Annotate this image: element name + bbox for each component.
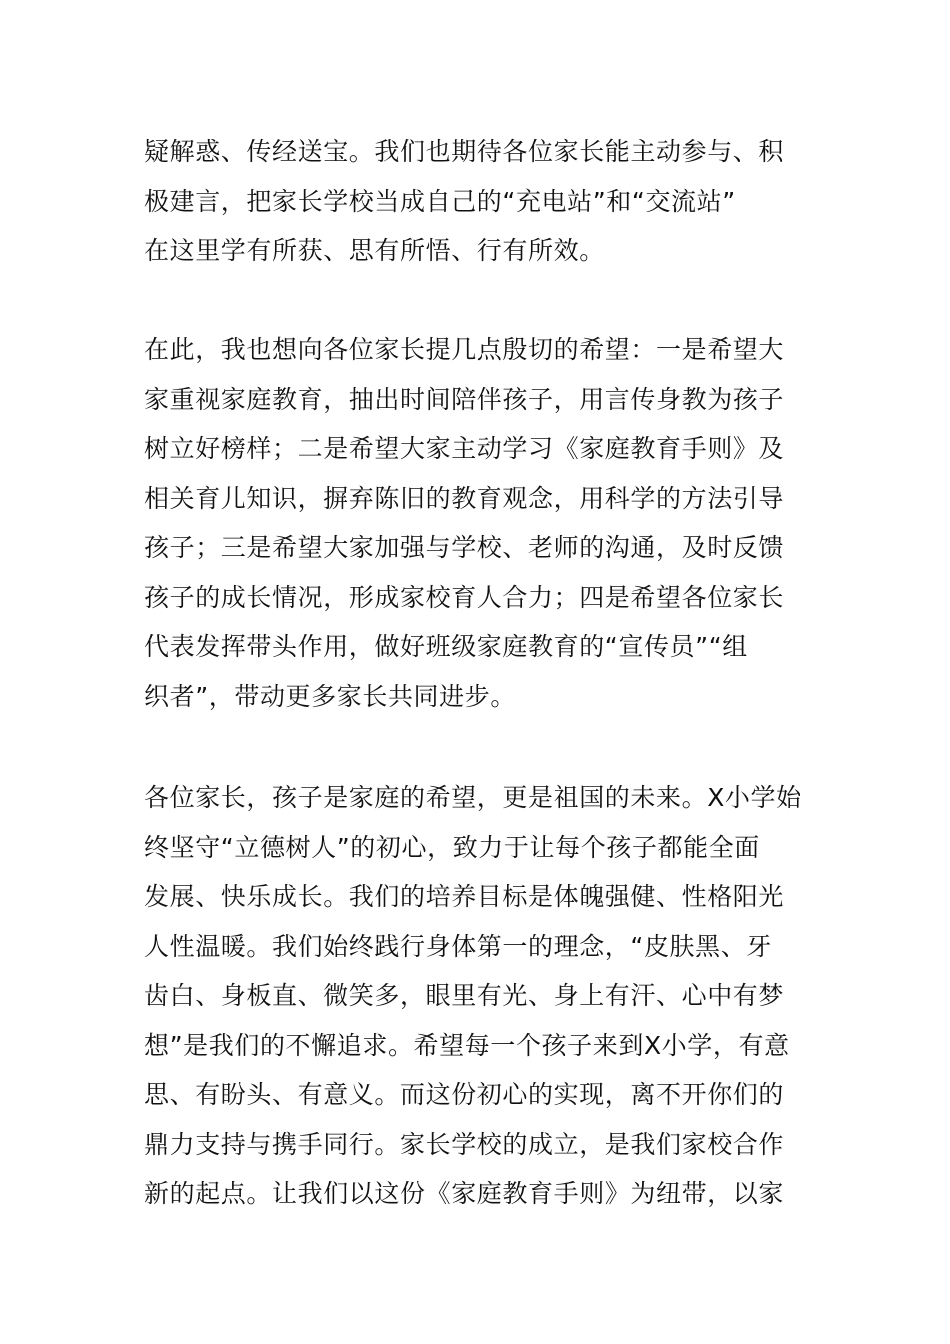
text-line: 疑解惑、传经送宝。我们也期待各位家长能主动参与、积 — [144, 137, 785, 166]
text-line: 在这里学有所获、思有所悟、行有所效。 — [144, 236, 605, 265]
paragraph-school-mission — [144, 773, 810, 1219]
text-line: 织者”，带动更多家长共同进步。 — [144, 681, 516, 711]
text-line: 思、有盼头、有意义。而这份初心的实现，离不开你们的 — [144, 1080, 785, 1109]
text-line: 代表发挥带头作用，做好班级家庭教育的“宣传员”“组 — [144, 632, 748, 661]
text-line: 齿白、身板直、微笑多，眼里有光、身上有汗、心中有梦 — [144, 981, 785, 1010]
paragraph-hopes-for-parents — [144, 325, 810, 721]
text-line: 各位家长，孩子是家庭的希望，更是祖国的未来。X小学始 — [144, 783, 802, 812]
text-line: 孩子的成长情况，形成家校育人合力；四是希望各位家长 — [144, 582, 785, 612]
text-line: 孩子；三是希望大家加强与学校、老师的沟通，及时反馈 — [144, 533, 785, 562]
text-line: 鼎力支持与携手同行。家长学校的成立，是我们家校合作 — [144, 1129, 785, 1159]
text-line: 家重视家庭教育，抽出时间陪伴孩子，用言传身教为孩子 — [144, 384, 785, 414]
text-line: 终坚守“立德树人”的初心，致力于让每个孩子都能全面 — [144, 832, 760, 862]
text-line: 发展、快乐成长。我们的培养目标是体魄强健、性格阳光 — [144, 882, 785, 911]
text-line: 极建言，把家长学校当成自己的“充电站”和“交流站” — [144, 186, 736, 216]
text-line: 人性温暖。我们始终践行身体第一的理念，“皮肤黑、牙 — [144, 931, 772, 961]
text-line: 新的起点。让我们以这份《家庭教育手则》为纽带，以家 — [144, 1179, 785, 1208]
paragraph-parent-engagement — [144, 127, 810, 276]
text-line: 在此，我也想向各位家长提几点殷切的希望：一是希望大 — [144, 335, 785, 364]
text-line: 想”是我们的不懈追求。希望每一个孩子来到X小学，有意 — [144, 1030, 790, 1060]
text-line: 相关育儿知识，摒弃陈旧的教育观念，用科学的方法引导 — [144, 483, 785, 513]
text-line: 树立好榜样；二是希望大家主动学习《家庭教育手则》及 — [144, 434, 785, 463]
